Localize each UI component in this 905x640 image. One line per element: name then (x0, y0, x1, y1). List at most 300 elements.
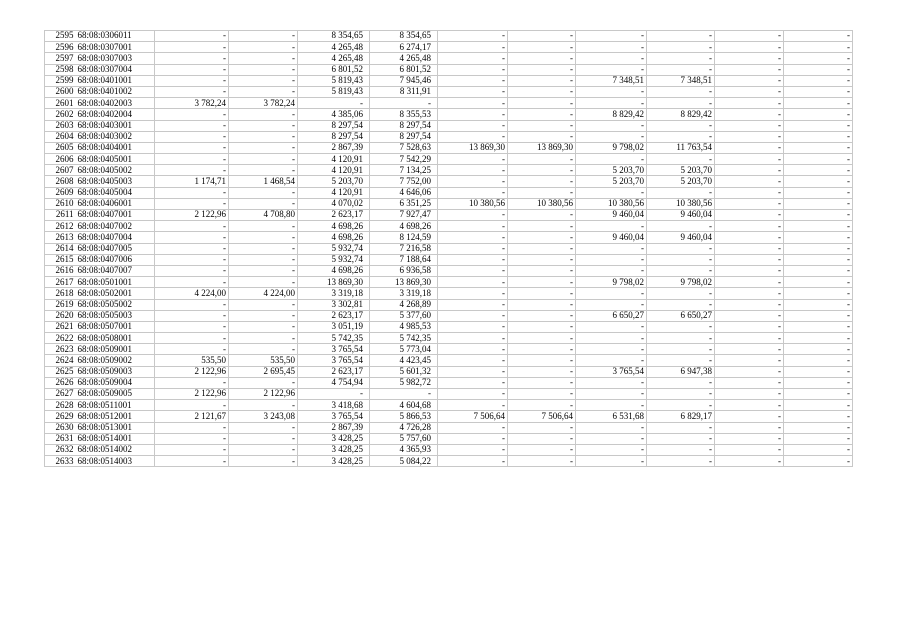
value-cell: - (576, 299, 647, 310)
value-cell: 7 927,47 (370, 210, 438, 221)
table-row (45, 310, 853, 321)
value-cell: - (715, 187, 784, 198)
value-cell: 6 936,58 (370, 265, 438, 276)
value-cell: - (647, 31, 715, 42)
table-row (45, 366, 853, 377)
table-row (45, 210, 853, 221)
value-cell: - (715, 366, 784, 377)
table-row (45, 254, 853, 265)
value-cell: - (784, 98, 853, 109)
value-cell: - (784, 411, 853, 422)
value-cell: 4 265,48 (370, 53, 438, 64)
cadastral-value-table (44, 30, 853, 467)
value-cell: - (715, 444, 784, 455)
value-cell: - (155, 109, 229, 120)
value-cell: - (438, 210, 508, 221)
cadastral-code: 68:08:0405003 (76, 176, 155, 187)
value-cell: - (784, 109, 853, 120)
value-cell: - (576, 98, 647, 109)
value-cell: - (715, 131, 784, 142)
value-cell: 4 698,26 (298, 232, 370, 243)
value-cell: - (508, 333, 576, 344)
value-cell: - (784, 400, 853, 411)
value-cell: 5 203,70 (298, 176, 370, 187)
value-cell: 8 829,42 (647, 109, 715, 120)
value-cell: 13 869,30 (370, 277, 438, 288)
table-row (45, 221, 853, 232)
table-row (45, 176, 853, 187)
table-row (45, 154, 853, 165)
table-row (45, 422, 853, 433)
value-cell: - (784, 288, 853, 299)
row-number: 2628 (45, 400, 76, 411)
value-cell: - (647, 456, 715, 467)
cadastral-code: 68:08:0307003 (76, 53, 155, 64)
value-cell: - (784, 310, 853, 321)
cadastral-code: 68:08:0512001 (76, 411, 155, 422)
value-cell: 3 782,24 (155, 98, 229, 109)
value-cell: - (784, 243, 853, 254)
value-cell: - (715, 86, 784, 97)
value-cell: - (715, 254, 784, 265)
value-cell: - (438, 310, 508, 321)
value-cell: 3 051,19 (298, 321, 370, 332)
value-cell: - (715, 310, 784, 321)
value-cell: - (229, 53, 298, 64)
value-cell: - (715, 109, 784, 120)
value-cell: - (715, 288, 784, 299)
value-cell: - (438, 31, 508, 42)
value-cell: - (576, 444, 647, 455)
value-cell: - (576, 187, 647, 198)
table-row (45, 75, 853, 86)
value-cell: 2 122,96 (155, 366, 229, 377)
value-cell: 7 945,46 (370, 75, 438, 86)
value-cell: - (715, 210, 784, 221)
value-cell: - (155, 154, 229, 165)
table-row (45, 109, 853, 120)
value-cell: - (438, 53, 508, 64)
value-cell: - (508, 176, 576, 187)
cadastral-code: 68:08:0405002 (76, 165, 155, 176)
row-number: 2626 (45, 377, 76, 388)
value-cell: - (647, 389, 715, 400)
value-cell: - (647, 98, 715, 109)
value-cell: - (576, 433, 647, 444)
row-number: 2621 (45, 321, 76, 332)
value-cell: - (229, 75, 298, 86)
value-cell: - (508, 221, 576, 232)
value-cell: - (576, 53, 647, 64)
row-number: 2598 (45, 64, 76, 75)
value-cell: - (508, 75, 576, 86)
value-cell: 8 354,65 (370, 31, 438, 42)
row-number: 2608 (45, 176, 76, 187)
cadastral-code: 68:08:0403002 (76, 131, 155, 142)
table-row (45, 299, 853, 310)
value-cell: 9 460,04 (647, 232, 715, 243)
value-cell: 5 203,70 (576, 176, 647, 187)
value-cell: - (784, 444, 853, 455)
value-cell: - (715, 433, 784, 444)
value-cell: - (508, 165, 576, 176)
value-cell: - (647, 154, 715, 165)
value-cell: - (438, 422, 508, 433)
value-cell: - (155, 310, 229, 321)
value-cell: - (155, 198, 229, 209)
value-cell: - (508, 254, 576, 265)
cadastral-code: 68:08:0513001 (76, 422, 155, 433)
value-cell: 5 773,04 (370, 344, 438, 355)
value-cell: - (438, 444, 508, 455)
row-number: 2595 (45, 31, 76, 42)
value-cell: - (784, 75, 853, 86)
value-cell: 3 302,81 (298, 299, 370, 310)
value-cell: - (715, 265, 784, 276)
value-cell: - (229, 86, 298, 97)
value-cell: - (784, 254, 853, 265)
value-cell: - (155, 165, 229, 176)
table-row (45, 333, 853, 344)
value-cell: 5 601,32 (370, 366, 438, 377)
value-cell: 6 829,17 (647, 411, 715, 422)
cadastral-code: 68:08:0514001 (76, 433, 155, 444)
value-cell: - (576, 254, 647, 265)
value-cell: 7 506,64 (438, 411, 508, 422)
value-cell: - (784, 321, 853, 332)
cadastral-code: 68:08:0407001 (76, 210, 155, 221)
value-cell: - (155, 75, 229, 86)
value-cell: 5 203,70 (647, 176, 715, 187)
value-cell: - (438, 344, 508, 355)
value-cell: - (508, 400, 576, 411)
value-cell: 3 765,54 (298, 344, 370, 355)
value-cell: - (298, 389, 370, 400)
value-cell: 4 698,26 (298, 265, 370, 276)
value-cell: - (155, 131, 229, 142)
value-cell: 9 460,04 (647, 210, 715, 221)
value-cell: - (229, 165, 298, 176)
value-cell: 8 297,54 (298, 120, 370, 131)
value-cell: 9 460,04 (576, 210, 647, 221)
value-cell: - (715, 355, 784, 366)
table-row (45, 243, 853, 254)
value-cell: 10 380,56 (647, 198, 715, 209)
value-cell: - (784, 366, 853, 377)
value-cell: 535,50 (155, 355, 229, 366)
value-cell: - (229, 265, 298, 276)
table-row (45, 456, 853, 467)
value-cell: 3 428,25 (298, 456, 370, 467)
value-cell: 6 351,25 (370, 198, 438, 209)
value-cell: - (576, 64, 647, 75)
table-row (45, 355, 853, 366)
value-cell: 5 819,43 (298, 86, 370, 97)
value-cell: 5 203,70 (576, 165, 647, 176)
value-cell: 4 265,48 (298, 53, 370, 64)
cadastral-code: 68:08:0403001 (76, 120, 155, 131)
table-row (45, 400, 853, 411)
value-cell: 6 531,68 (576, 411, 647, 422)
value-cell: - (715, 344, 784, 355)
value-cell: - (508, 277, 576, 288)
value-cell: - (438, 299, 508, 310)
cadastral-code: 68:08:0407006 (76, 254, 155, 265)
value-cell: - (715, 411, 784, 422)
value-cell: - (508, 120, 576, 131)
value-cell: 9 460,04 (576, 232, 647, 243)
value-cell: - (647, 254, 715, 265)
value-cell: - (508, 310, 576, 321)
cadastral-code: 68:08:0509001 (76, 344, 155, 355)
value-cell: - (508, 31, 576, 42)
row-number: 2619 (45, 299, 76, 310)
value-cell: - (438, 165, 508, 176)
table-row (45, 411, 853, 422)
cadastral-code: 68:08:0502001 (76, 288, 155, 299)
value-cell: 10 380,56 (438, 198, 508, 209)
value-cell: - (715, 243, 784, 254)
value-cell: - (229, 422, 298, 433)
value-cell: - (508, 232, 576, 243)
row-number: 2599 (45, 75, 76, 86)
value-cell: - (784, 422, 853, 433)
row-number: 2618 (45, 288, 76, 299)
value-cell: - (784, 299, 853, 310)
value-cell: - (715, 142, 784, 153)
row-number: 2622 (45, 333, 76, 344)
row-number: 2620 (45, 310, 76, 321)
value-cell: 3 319,18 (298, 288, 370, 299)
value-cell: - (715, 64, 784, 75)
value-cell: - (715, 42, 784, 53)
row-number: 2603 (45, 120, 76, 131)
value-cell: - (229, 456, 298, 467)
table-row (45, 444, 853, 455)
value-cell: - (155, 299, 229, 310)
value-cell: - (508, 154, 576, 165)
value-cell: - (784, 198, 853, 209)
value-cell: 7 348,51 (576, 75, 647, 86)
cadastral-code: 68:08:0407005 (76, 243, 155, 254)
cadastral-code: 68:08:0401001 (76, 75, 155, 86)
value-cell: - (576, 288, 647, 299)
value-cell: 6 650,27 (576, 310, 647, 321)
value-cell: - (715, 389, 784, 400)
value-cell: 2 695,45 (229, 366, 298, 377)
value-cell: 4 726,28 (370, 422, 438, 433)
value-cell: - (155, 86, 229, 97)
value-cell: - (576, 389, 647, 400)
value-cell: - (508, 366, 576, 377)
value-cell: - (229, 142, 298, 153)
value-cell: - (438, 187, 508, 198)
value-cell: 7 348,51 (647, 75, 715, 86)
value-cell: 5 084,22 (370, 456, 438, 467)
cadastral-code: 68:08:0306011 (76, 31, 155, 42)
value-cell: - (508, 299, 576, 310)
value-cell: - (576, 377, 647, 388)
value-cell: - (647, 243, 715, 254)
cadastral-code: 68:08:0406001 (76, 198, 155, 209)
value-cell: 3 428,25 (298, 433, 370, 444)
cadastral-code: 68:08:0505002 (76, 299, 155, 310)
value-cell: - (438, 232, 508, 243)
table-body (45, 31, 853, 467)
value-cell: 9 798,02 (647, 277, 715, 288)
value-cell: 2 623,17 (298, 210, 370, 221)
value-cell: 5 982,72 (370, 377, 438, 388)
value-cell: - (229, 120, 298, 131)
value-cell: 6 801,52 (370, 64, 438, 75)
value-cell: - (508, 131, 576, 142)
value-cell: 5 742,35 (298, 333, 370, 344)
value-cell: 3 765,54 (298, 411, 370, 422)
row-number: 2607 (45, 165, 76, 176)
value-cell: - (784, 131, 853, 142)
value-cell: - (647, 221, 715, 232)
value-cell: - (438, 456, 508, 467)
value-cell: - (438, 75, 508, 86)
value-cell: - (784, 53, 853, 64)
row-number: 2602 (45, 109, 76, 120)
value-cell: - (155, 53, 229, 64)
value-cell: - (715, 75, 784, 86)
value-cell: - (647, 53, 715, 64)
value-cell: - (438, 277, 508, 288)
value-cell: - (155, 31, 229, 42)
value-cell: 11 763,54 (647, 142, 715, 153)
value-cell: - (438, 243, 508, 254)
value-cell: - (784, 333, 853, 344)
value-cell: 4 224,00 (229, 288, 298, 299)
value-cell: - (647, 42, 715, 53)
value-cell: - (508, 210, 576, 221)
cadastral-code: 68:08:0307004 (76, 64, 155, 75)
value-cell: - (576, 456, 647, 467)
value-cell: - (438, 120, 508, 131)
value-cell: 8 297,54 (370, 120, 438, 131)
cadastral-code: 68:08:0501001 (76, 277, 155, 288)
value-cell: - (647, 422, 715, 433)
cadastral-code: 68:08:0514002 (76, 444, 155, 455)
value-cell: - (438, 333, 508, 344)
table-row (45, 344, 853, 355)
value-cell: - (784, 355, 853, 366)
value-cell: - (576, 42, 647, 53)
value-cell: 4 224,00 (155, 288, 229, 299)
value-cell: 1 174,71 (155, 176, 229, 187)
row-number: 2612 (45, 221, 76, 232)
value-cell: - (647, 299, 715, 310)
value-cell: 4 985,53 (370, 321, 438, 332)
value-cell: - (715, 232, 784, 243)
value-cell: - (715, 198, 784, 209)
value-cell: - (784, 389, 853, 400)
value-cell: - (784, 377, 853, 388)
row-number: 2625 (45, 366, 76, 377)
value-cell: 8 355,53 (370, 109, 438, 120)
row-number: 2624 (45, 355, 76, 366)
value-cell: - (155, 243, 229, 254)
value-cell: - (438, 221, 508, 232)
table-row (45, 42, 853, 53)
value-cell: - (715, 98, 784, 109)
cadastral-code: 68:08:0511001 (76, 400, 155, 411)
value-cell: 6 801,52 (298, 64, 370, 75)
value-cell: - (370, 389, 438, 400)
value-cell: - (155, 333, 229, 344)
value-cell: 2 623,17 (298, 366, 370, 377)
value-cell: - (508, 98, 576, 109)
value-cell: 4 423,45 (370, 355, 438, 366)
value-cell: - (229, 254, 298, 265)
table-row (45, 165, 853, 176)
cadastral-code: 68:08:0507001 (76, 321, 155, 332)
value-cell: - (229, 277, 298, 288)
value-cell: 4 120,91 (298, 154, 370, 165)
value-cell: - (784, 232, 853, 243)
value-cell: - (438, 366, 508, 377)
row-number: 2629 (45, 411, 76, 422)
value-cell: - (576, 86, 647, 97)
value-cell: 8 354,65 (298, 31, 370, 42)
table-row (45, 198, 853, 209)
row-number: 2614 (45, 243, 76, 254)
value-cell: - (715, 299, 784, 310)
cadastral-code: 68:08:0407007 (76, 265, 155, 276)
value-cell: 3 765,54 (298, 355, 370, 366)
value-cell: 3 765,54 (576, 366, 647, 377)
value-cell: - (155, 254, 229, 265)
value-cell: - (155, 277, 229, 288)
cadastral-code: 68:08:0402004 (76, 109, 155, 120)
value-cell: 1 468,54 (229, 176, 298, 187)
value-cell: - (229, 310, 298, 321)
value-cell: - (298, 98, 370, 109)
cadastral-code: 68:08:0514003 (76, 456, 155, 467)
value-cell: - (508, 243, 576, 254)
value-cell: - (438, 265, 508, 276)
value-cell: - (715, 377, 784, 388)
value-cell: - (647, 355, 715, 366)
table-row (45, 142, 853, 153)
table-row (45, 120, 853, 131)
value-cell: 8 829,42 (576, 109, 647, 120)
value-cell: - (508, 86, 576, 97)
value-cell: - (784, 154, 853, 165)
value-cell: - (647, 131, 715, 142)
value-cell: 9 798,02 (576, 142, 647, 153)
value-cell: 4 268,89 (370, 299, 438, 310)
value-cell: - (155, 232, 229, 243)
value-cell: - (508, 422, 576, 433)
row-number: 2633 (45, 456, 76, 467)
value-cell: - (647, 333, 715, 344)
value-cell: - (784, 176, 853, 187)
value-cell: - (438, 400, 508, 411)
value-cell: 3 428,25 (298, 444, 370, 455)
value-cell: - (784, 344, 853, 355)
table-row (45, 377, 853, 388)
value-cell: 7 188,64 (370, 254, 438, 265)
value-cell: 5 932,74 (298, 254, 370, 265)
value-cell: 10 380,56 (508, 198, 576, 209)
value-cell: - (155, 221, 229, 232)
row-number: 2611 (45, 210, 76, 221)
row-number: 2623 (45, 344, 76, 355)
row-number: 2627 (45, 389, 76, 400)
